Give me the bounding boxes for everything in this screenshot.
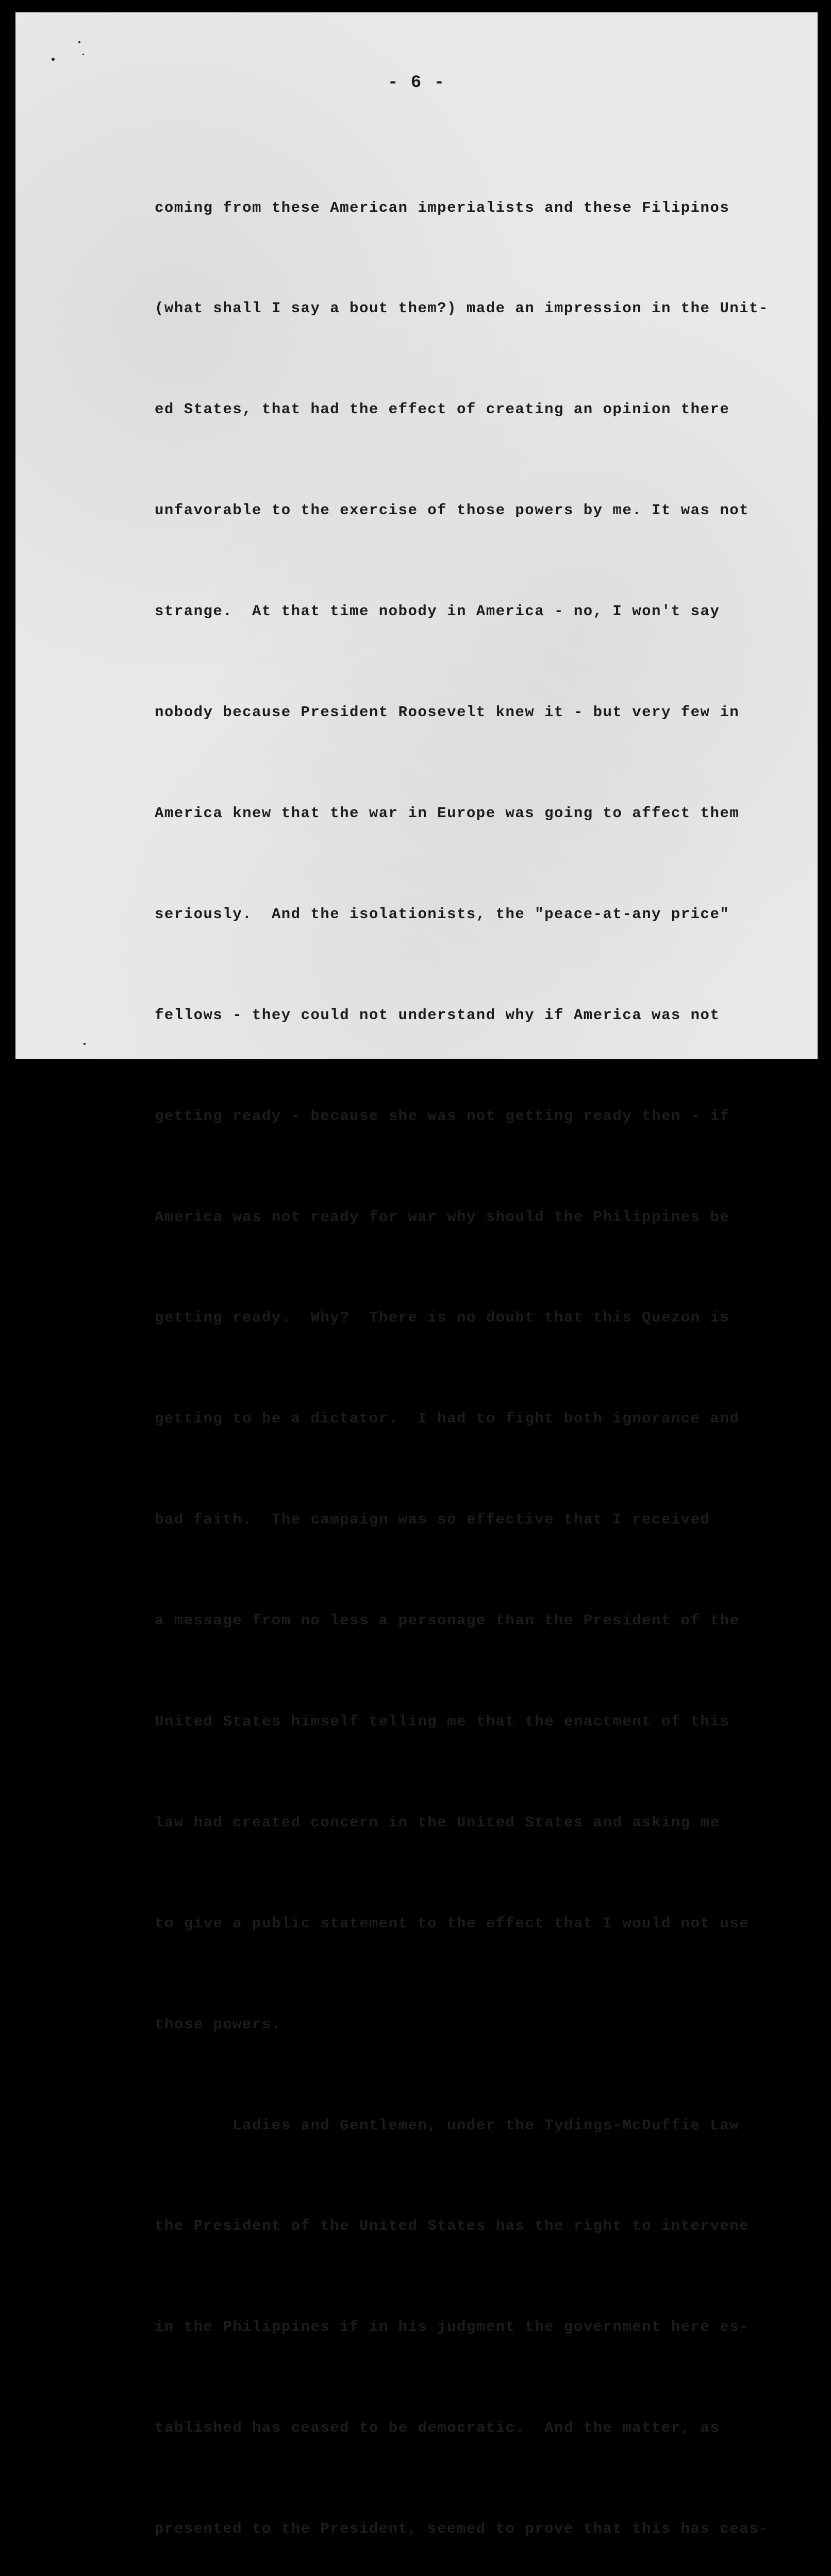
document-page	[15, 12, 818, 2538]
ink-speck	[78, 41, 80, 43]
text-line: getting to be a dictator. I had to fight both ignorance and	[155, 1410, 740, 1428]
text-line: to give a public statement to the effect that I would not use	[155, 1914, 750, 1932]
text-line: presented to the President, seemed to prove that this has ceas-	[155, 2520, 769, 2538]
text-line: nobody because President Roosevelt knew it - but very few in	[155, 704, 740, 721]
text-line: strange. At that time nobody in America - no, I won't say	[155, 603, 720, 620]
text-line: fellows - they could not understand why if America was not	[155, 1006, 720, 1024]
text-line: a message from no less a personage than the President of the	[155, 1612, 740, 1630]
body-text	[155, 124, 784, 2576]
text-line: Ladies and Gentlemen, under the Tydings-McDuffie Law	[155, 2116, 740, 2134]
text-line: seriously. And the isolationists, the "peace-at-any price"	[155, 905, 730, 923]
text-line: the President of the United States has the right to intervene	[155, 2217, 750, 2235]
text-line: America knew that the war in Europe was going to affect them	[155, 804, 740, 822]
text-line: unfavorable to the exercise of those powers by me. It was not	[155, 502, 750, 519]
text-line: America was not ready for war why should the Philippines be	[155, 1208, 730, 1226]
page-number: - 6 -	[387, 73, 446, 93]
text-line: those powers.	[155, 2015, 281, 2033]
text-line: (what shall I say a bout them?) made an impression in the Unit-	[155, 300, 769, 317]
text-line: bad faith. The campaign was so effective that I received	[155, 1511, 710, 1529]
text-line: getting ready - because she was not getting ready then - if	[155, 1107, 730, 1125]
text-line: United States himself telling me that the enactment of this	[155, 1713, 730, 1730]
ink-speck	[82, 54, 84, 55]
text-line: coming from these American imperialists and these Filipinos	[155, 199, 730, 216]
text-line: ed States, that had the effect of creating an opinion there	[155, 401, 730, 418]
ink-speck	[52, 58, 55, 61]
text-line: in the Philippines if in his judgment the government here es-	[155, 2318, 750, 2336]
text-line: getting ready. Why? There is no doubt that this Quezon is	[155, 1309, 730, 1327]
text-line: tablished has ceased to be democratic. And the matter, as	[155, 2419, 720, 2437]
ink-speck	[84, 1043, 86, 1045]
text-line: law had created concern in the United States and asking me	[155, 1814, 720, 1831]
